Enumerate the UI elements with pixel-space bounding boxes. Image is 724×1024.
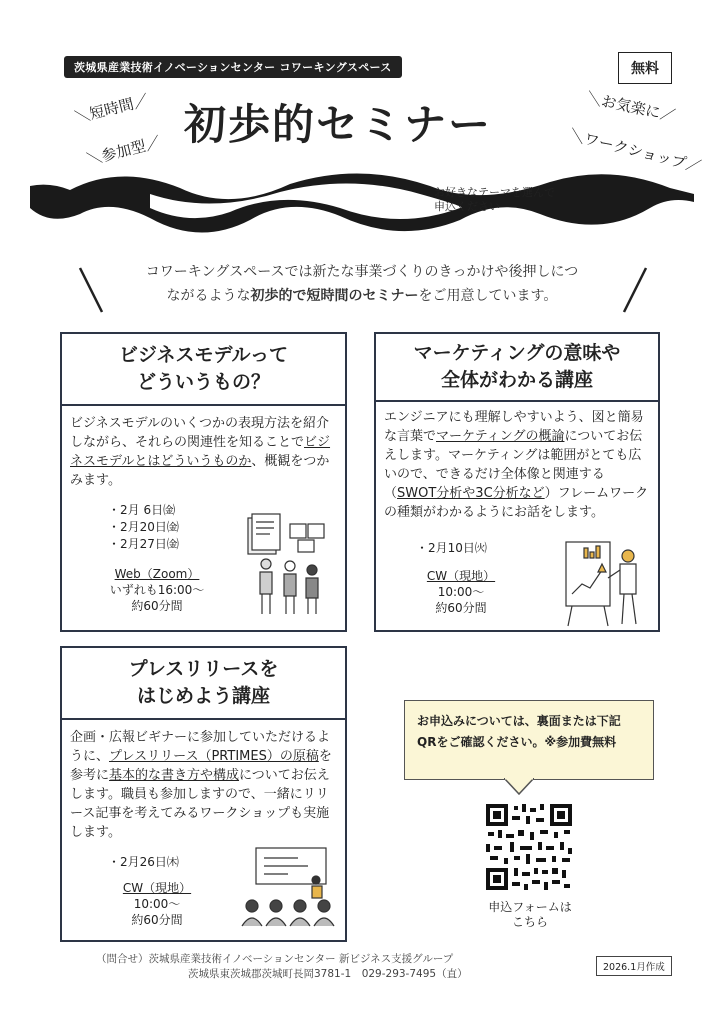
venue-info: Web（Zoom） いずれも16:00～ 約60分間: [109, 567, 205, 613]
qr-code[interactable]: [484, 802, 574, 892]
venue-info: CW（現地） 10:00～ 約60分間: [122, 881, 192, 927]
callout-pointer: [504, 778, 534, 796]
tag-workshop: ＼ワークショップ／: [567, 125, 703, 177]
presenter-chart-illustration: [562, 534, 652, 630]
page-title: 初歩的セミナー: [184, 100, 493, 149]
card-description: 企画・広報ビギナーに参加していただけるように、プレスリリース（PRTIMES）の原稿を参考に基本的な書き方や構成についてお伝えします。職員も参加しますので、一緒にリリース記事を考えてみるワークショップも実施します。: [70, 730, 332, 840]
tag-short-time: ＼短時間／: [73, 91, 151, 127]
intro-text: コワーキングスペースでは新たな事業づくりのきっかけや後押しにつ ながるような初歩的で短時間のセミナーをご用意しています。: [145, 264, 579, 304]
created-date: 2026.1月作成: [596, 956, 672, 976]
card-title: マーケティングの意味や 全体がわかる講座: [376, 334, 658, 402]
intro-slash-right: [620, 264, 650, 316]
footer-contact: （問合せ）茨城県産業技術イノベーションセンター 新ビジネス支援グループ 茨城県東茨城郡茨城町長岡3781-1 029-293-7495（直）: [96, 953, 468, 980]
free-badge: 無料: [618, 52, 672, 84]
business-people-illustration: [242, 510, 332, 620]
seminar-card-marketing: [374, 332, 660, 632]
date-list: ・2月 6日㈮ ・2月20日㈮ ・2月27日㈮: [108, 503, 179, 551]
date-list: ・2月10日㈫: [416, 541, 487, 555]
card-description: ビジネスモデルのいくつかの表現方法を紹介しながら、それらの関連性を知ることでビジネスモデルとはどういうものか、概観をつかみます。: [70, 416, 331, 488]
org-tag: 茨城県産業技術イノベーションセンター コワーキングスペース: [64, 56, 402, 78]
qr-caption: 申込フォームは こちら: [488, 900, 572, 929]
seminar-card-business-model: [60, 332, 347, 632]
theme-hint: お好きなテーマを選んで 申込ください: [434, 186, 555, 213]
application-callout: お申込みについては、裏面または下記 QRをご確認ください。※参加費無料: [404, 700, 654, 780]
tag-casual: ＼お気楽に／: [585, 88, 677, 126]
cloud-wave-band: [30, 168, 694, 238]
intro-slash-left: [76, 264, 106, 316]
tag-participatory: ＼参加型／: [85, 133, 163, 169]
card-title: ビジネスモデルって どういうもの？: [62, 334, 345, 406]
venue-info: CW（現地） 10:00～ 約60分間: [426, 569, 496, 615]
audience-screen-illustration: [238, 844, 342, 928]
date-list: ・2月26日㈭: [108, 855, 179, 869]
card-title: プレスリリースを はじめよう講座: [62, 648, 345, 720]
seminar-card-press-release: [60, 646, 347, 942]
card-description: エンジニアにも理解しやすいよう、図と簡易な言葉でマーケティングの概論についてお伝えします。マーケティングは範囲がとても広いので、できるだけ全体像と関連する（SWOT分析や3C分析など）フレームワークの種類がわかるようにお話をします。: [384, 410, 649, 520]
